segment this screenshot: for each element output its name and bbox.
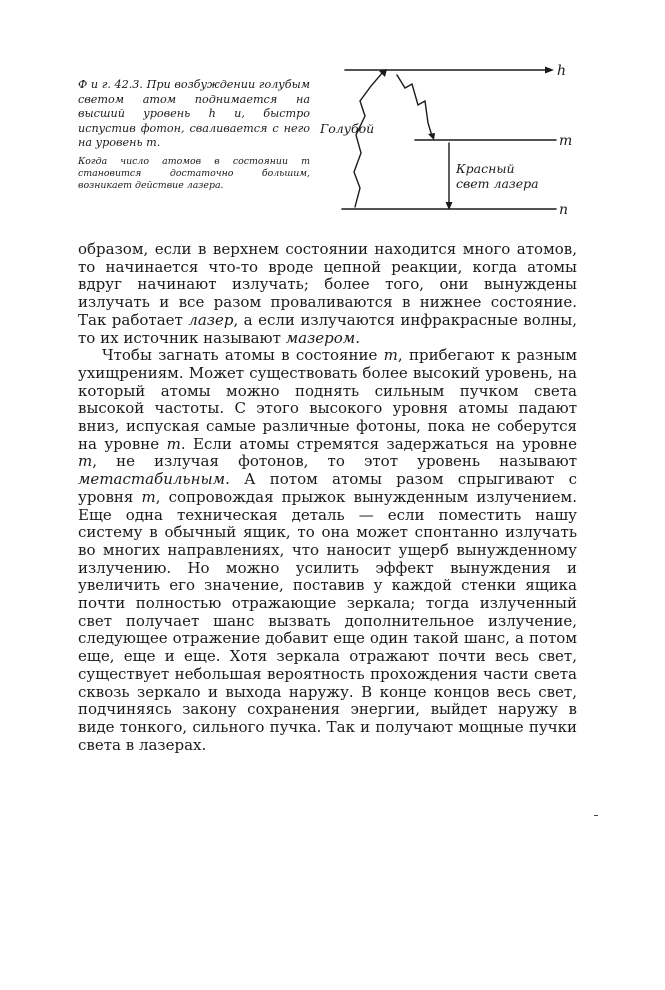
caption-note: Когда число атомов в состоянии m становится достаточно большим, возникает действие лазера. <box>78 155 310 191</box>
scan-mark <box>594 815 598 816</box>
term-laser: лазер <box>188 310 234 329</box>
level-m-label: m <box>559 133 573 149</box>
term-metastable: метастабильным <box>78 470 226 489</box>
body-text <box>78 241 577 754</box>
caption-text: При возбуждении голубым светом атом поднимается на высший уровень h и, быстро испустив фотон, сваливается с него на уровень m. <box>78 78 311 150</box>
red-label-line1: Красный <box>456 161 515 176</box>
paragraph-1: образом, если в верхнем состоянии находится много атомов, то начинается что-то вроде цепной реакции, когда атомы вдруг начинают излучать; более того, они вынуждены излучать и все разом проваливаются в нижнее состояние. Так работает лазер, а если излучаются инфракрасные волны, то их источник называют мазером. <box>78 240 578 347</box>
caption-label: Ф и г. 42.3. <box>78 78 143 91</box>
paragraph-2: Чтобы загнать атомы в состояние m, прибегают к разным ухищрениям. Может существовать более высокий уровень, на который атомы можно поднять сильным пучком света высокой частоты. С этого высокого уровня атомы падают вниз, испуская самые различные фотоны, пока не соберутся на уровне m. Если атомы стремятся задержаться на уровне m, не излучая фотонов, то этот уровень называют метастабильным. А потом атомы разом спрыгивают с уровня m, сопровождая прыжок вынужденным излучением. Еще одна техническая деталь — если поместить нашу систему в обычный ящик, то она может спонтанно излучать во многих направлениях, что наносит ущерб вынужденному излучению. Но можно усилить эффект вынуждения и увеличить его значение, поставив у каждой стенки ящика почти полностью отражающие зеркала; тогда излученный свет получает шанс вызвать дополнительное излучение, следующее отражение добавит еще один такой шанс, а потом еще, еще и еще. Хотя зеркала отражают почти весь свет, существует небольшая вероятность прохождения части света сквозь зеркало и выхода наружу. В конце концов весь свет, подчиняясь закону сохранения энергии, выйдет наружу в виде тонкого, сильного пучка. Так и получают мощные пучки света в лазерах. <box>78 346 577 754</box>
blue-excitation-arrow <box>354 72 383 207</box>
blue-label: Голубой <box>320 121 375 136</box>
level-n-label: n <box>559 202 569 218</box>
decay-arrow <box>397 75 432 136</box>
level-h-arrowhead <box>545 67 554 74</box>
level-h-label: h <box>557 63 567 79</box>
red-label-line2: свет лазера <box>456 176 539 191</box>
decay-arrowhead <box>428 133 435 140</box>
term-maser: мазером <box>285 328 356 347</box>
energy-level-diagram <box>0 0 665 240</box>
